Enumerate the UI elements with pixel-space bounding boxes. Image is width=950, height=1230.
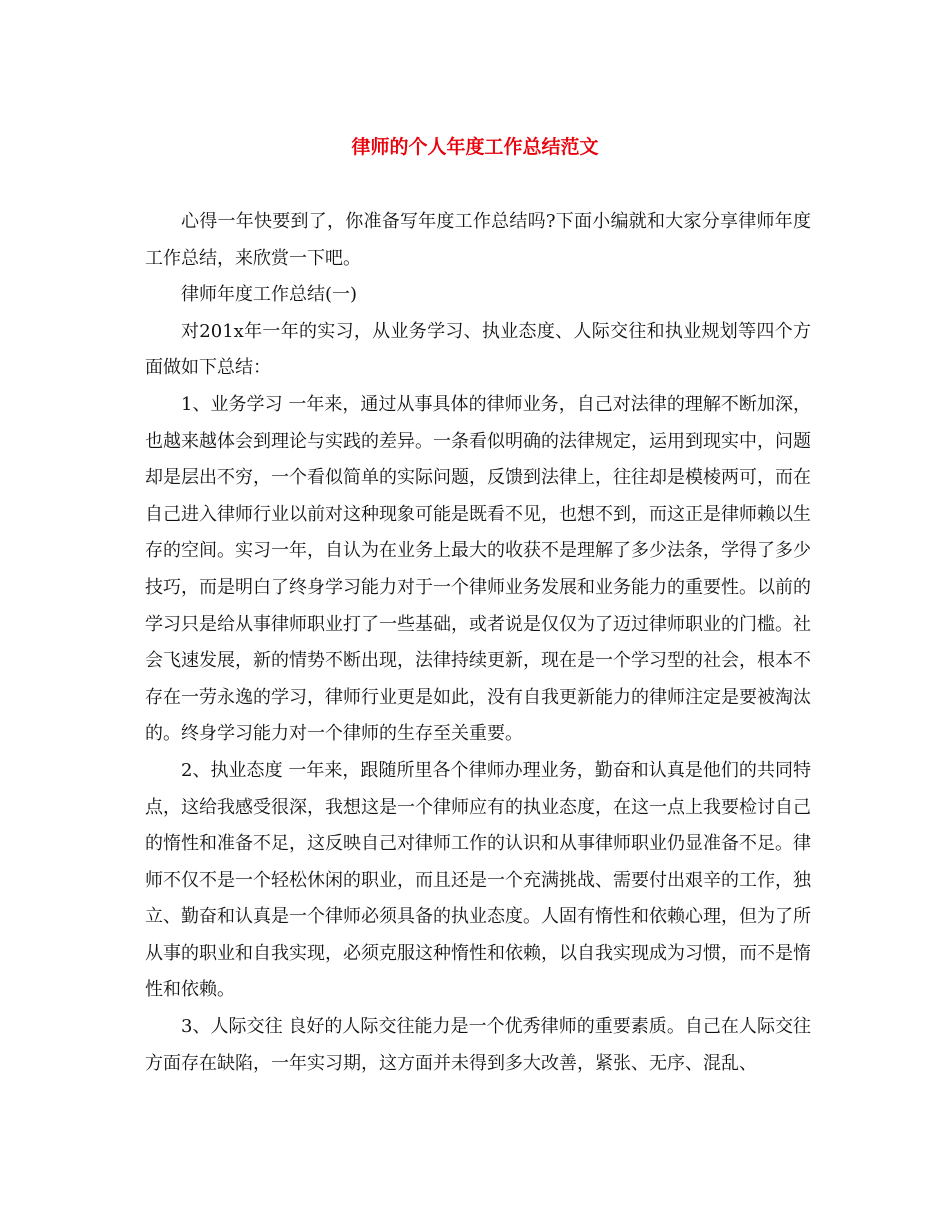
paragraph-interpersonal: 3、人际交往 良好的人际交往能力是一个优秀律师的重要素质。自己在人际交往方面存在缺陷，一年实习期，这方面并未得到多大改善，紧张、无序、混乱、: [145, 1016, 811, 1074]
document-title: 律师的个人年度工作总结范文: [351, 136, 599, 158]
paragraph-business-study: 1、业务学习 一年来，通过从事具体的律师业务，自己对法律的理解不断加深，也越来越体会到理论与实践的差异。一条看似明确的法律规定，运用到现实中，问题却是层出不穷，一个看似简单的实际问题，反馈到法律上，往往却是模棱两可，而在自己进入律师行业以前对这种现象可能是既看不见，也想不到，而这正是律师赖以生存的空间。实习一年，自认为在业务上最大的收获不是理解了多少法条，学得了多少技巧，而是明白了终身学习能力对于一个律师业务发展和业务能力的重要性。以前的学习只是给从事律师职业打了一些基础，或者说是仅仅为了迈过律师职业的门槛。社会飞速发展，新的情势不断出现，法律持续更新，现在是一个学习型的社会，根本不存在一劳永逸的学习，律师行业更是如此，没有自我更新能力的律师注定是要被淘汰的。终身学习能力对一个律师的生存至关重要。: [145, 393, 811, 745]
paragraph-section-heading: 律师年度工作总结(一): [181, 284, 358, 306]
paragraph-intro: 心得一年快要到了，你准备写年度工作总结吗?下面小编就和大家分享律师年度工作总结，来欣赏一下吧。: [145, 211, 811, 269]
paragraph-overview: 对201x年一年的实习，从业务学习、执业态度、人际交往和执业规划等四个方面做如下总结：: [145, 320, 811, 379]
paragraph-work-attitude: 2、执业态度 一年来，跟随所里各个律师办理业务，勤奋和认真是他们的共同特点，这给我感受很深，我想这是一个律师应有的执业态度，在这一点上我要检讨自己的惰性和准备不足，这反映自己对律师工作的认识和从事律师职业仍显准备不足。律师不仅不是一个轻松休闲的职业，而且还是一个充满挑战、需要付出艰辛的工作，独立、勤奋和认真是一个律师必须具备的执业态度。人固有惰性和依赖心理，但为了所从事的职业和自我实现，必须克服这种惰性和依赖，以自我实现成为习惯，而不是惰性和依赖。: [145, 759, 811, 1001]
document-body: [145, 204, 811, 1082]
